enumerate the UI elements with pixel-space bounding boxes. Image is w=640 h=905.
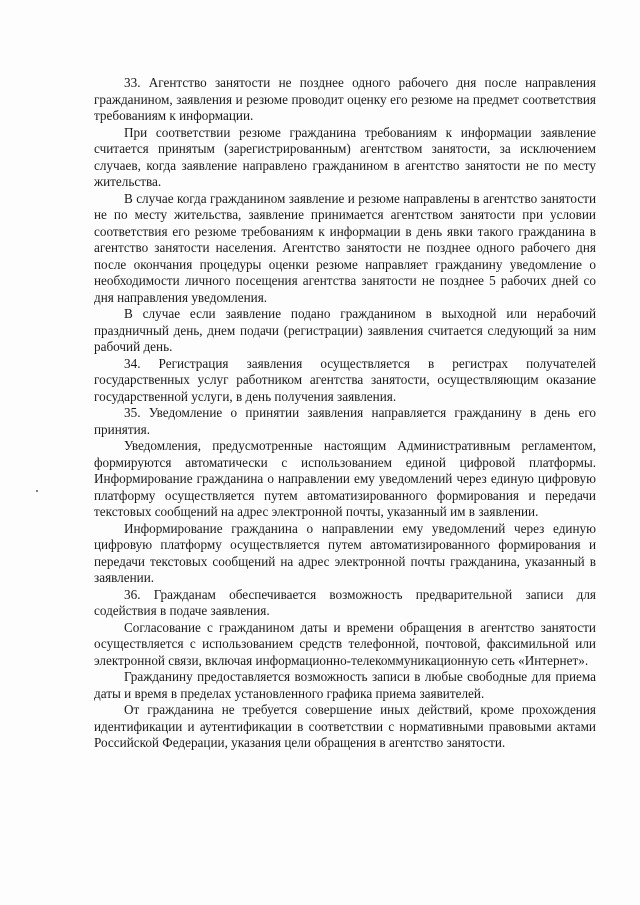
paragraph-coordination: Согласование с гражданином даты и времени обращения в агентство занятости осуществляется с использованием средств телефонной, почтовой, факсимильной или электронной связи, включая информационно-телекоммуникационную сеть «Интернет». <box>94 619 596 668</box>
paragraph-36: 36. Гражданам обеспечивается возможность предварительной записи для содействия в подаче заявления. <box>94 586 596 618</box>
paragraph-notifications: Уведомления, предусмотренные настоящим Административным регламентом, формируются автоматически с использованием единой цифровой платформы. Информирование гражданина о направлении ему уведомлений через единую цифровую платформу осуществляется путем автоматизированного формирования и передачи текстовых сообщений на адрес электронной почты, указанный им в заявлении. <box>94 438 596 519</box>
document-body <box>94 75 596 752</box>
paragraph-35: 35. Уведомление о принятии заявления направляется гражданину в день его принятия. <box>94 405 596 437</box>
paragraph-33: 33. Агентство занятости не позднее одного рабочего дня после направления гражданином, заявления и резюме проводит оценку его резюме на предмет соответствия требованиям к информации. <box>94 75 596 123</box>
paragraph-no-other-actions: От гражданина не требуется совершение иных действий, кроме прохождения идентификации и аутентификации в соответствии с нормативными правовыми актами Российской Федерации, указания цели обращения в агентство занятости. <box>94 702 596 750</box>
paragraph-registration-conditions: При соответствии резюме гражданина требованиям к информации заявление считается принятым (зарегистрированным) агентством занятости, за исключением случаев, когда заявление направлено гражданином в агентство занятости не по месту жительства. <box>94 124 596 189</box>
paragraph-holiday-submission: В случае если заявление подано гражданином в выходной или нерабочий праздничный день, днем подачи (регистрации) заявления считается следующий за ним рабочий день. <box>94 306 596 354</box>
paragraph-informing: Информирование гражданина о направлении ему уведомлений через единую цифровую платформу осуществляется путем автоматизированного формирования и передачи текстовых сообщений на адрес электронной почты гражданина, указанный в заявлении. <box>94 520 596 585</box>
scan-speck <box>36 490 38 492</box>
paragraph-34: 34. Регистрация заявления осуществляется в регистрах получателей государственных услуг работником агентства занятости, осуществляющим оказание государственной услуги, в день получения заявления. <box>94 355 596 404</box>
paragraph-not-place-of-residence: В случае когда гражданином заявление и резюме направлены в агентство занятости не по месту жительства, заявление принимается агентством занятости при условии соответствия его резюме требованиям к информации в день явки такого гражданина в агентство занятости населения. Агентство занятости не позднее одного рабочего дня после окончания процедуры оценки резюме направляет гражданину уведомление о необходимости личного посещения агентства занятости не позднее 5 рабочих дней со дня направления уведомления. <box>94 190 596 305</box>
paragraph-booking: Гражданину предоставляется возможность записи в любые свободные для приема даты и время в пределах установленного графика приема заявителей. <box>94 669 596 701</box>
